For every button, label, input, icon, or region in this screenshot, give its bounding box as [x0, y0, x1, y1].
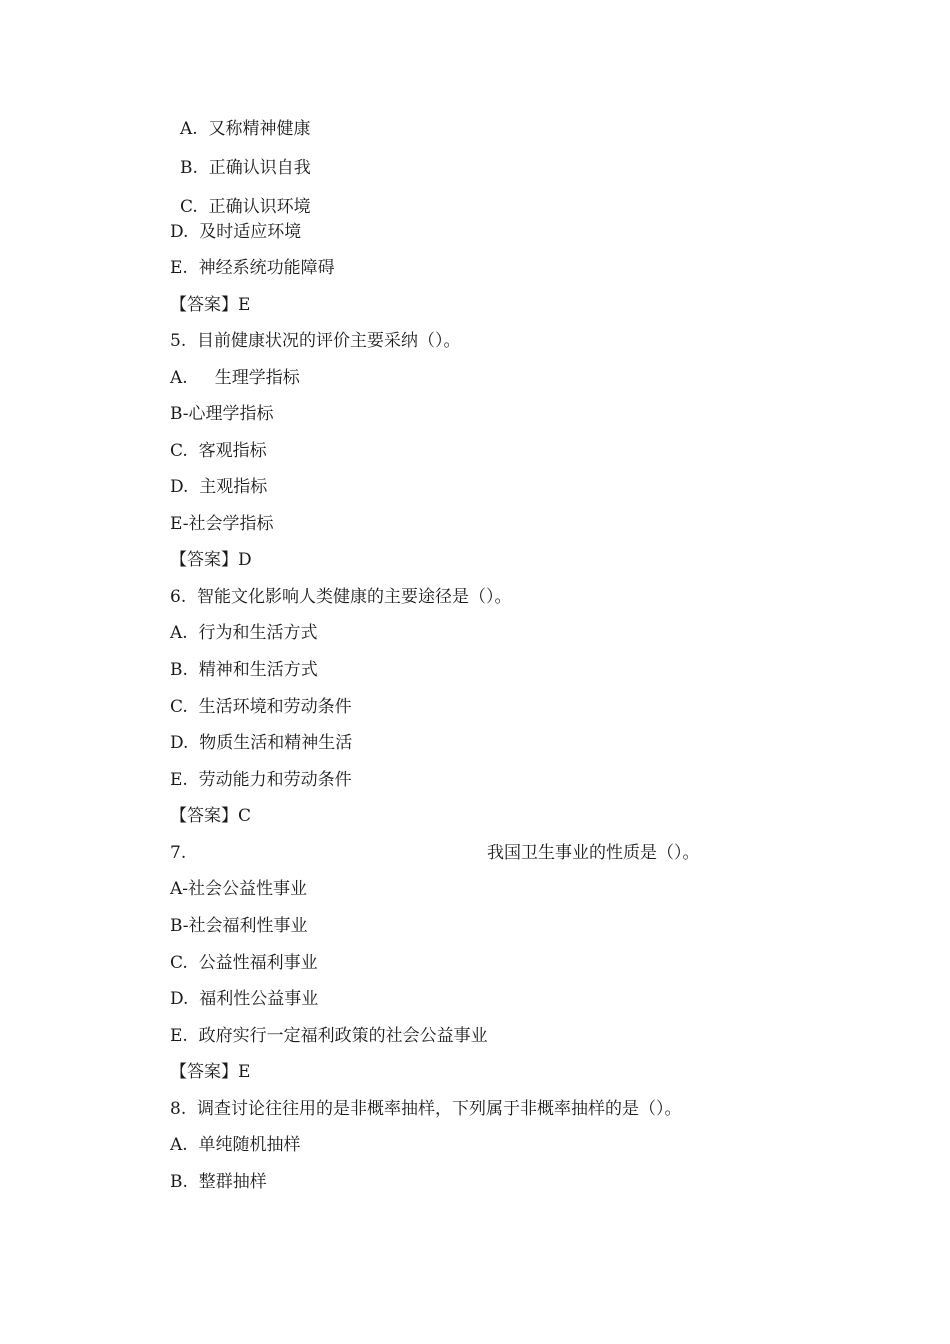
q7-answer: 【答案】E	[170, 1062, 251, 1082]
q5-option-b: B-心理学指标	[170, 404, 274, 424]
q5-option-e: E-社会学指标	[170, 514, 274, 534]
q6-question: 6. 智能文化影响人类健康的主要途径是（）。	[170, 587, 512, 607]
q4-option-a: A. 又称精神健康	[180, 119, 311, 139]
q4-option-c: C. 正确认识环境	[180, 197, 311, 217]
q7-option-a: A-社会公益性事业	[170, 879, 308, 899]
q6-option-a: A. 行为和生活方式	[170, 623, 318, 643]
q5-option-d: D. 主观指标	[170, 477, 268, 497]
q6-option-b: B. 精神和生活方式	[170, 660, 318, 680]
q6-option-e: E. 劳动能力和劳动条件	[170, 770, 352, 790]
q7-option-b: B-社会福利性事业	[170, 916, 308, 936]
q6-answer: 【答案】C	[170, 806, 252, 826]
q5-answer: 【答案】D	[170, 550, 252, 570]
q6-option-d: D. 物质生活和精神生活	[170, 733, 353, 753]
q4-answer: 【答案】E	[170, 295, 251, 315]
q8-option-b: B. 整群抽样	[170, 1172, 267, 1192]
q7-option-d: D. 福利性公益事业	[170, 989, 319, 1009]
q7-option-e: E. 政府实行一定福利政策的社会公益事业	[170, 1026, 488, 1046]
q4-option-e: E. 神经系统功能障碍	[170, 258, 335, 278]
q7-option-c: C. 公益性福利事业	[170, 953, 318, 973]
q4-option-d: D. 及时适应环境	[170, 222, 302, 242]
q4-option-b: B. 正确认识自我	[180, 158, 311, 178]
q7-question: 我国卫生事业的性质是（）。	[487, 843, 700, 863]
q6-option-c: C. 生活环境和劳动条件	[170, 697, 352, 717]
q8-question: 8. 调查讨论往往用的是非概率抽样，下列属于非概率抽样的是（）。	[170, 1099, 682, 1119]
q7-number: 7.	[170, 843, 187, 863]
q8-option-a: A. 单纯随机抽样	[170, 1135, 301, 1155]
q5-option-a: A. 生理学指标	[170, 368, 300, 388]
q5-option-c: C. 客观指标	[170, 441, 267, 461]
q5-question: 5. 目前健康状况的评价主要采纳（）。	[170, 331, 461, 351]
